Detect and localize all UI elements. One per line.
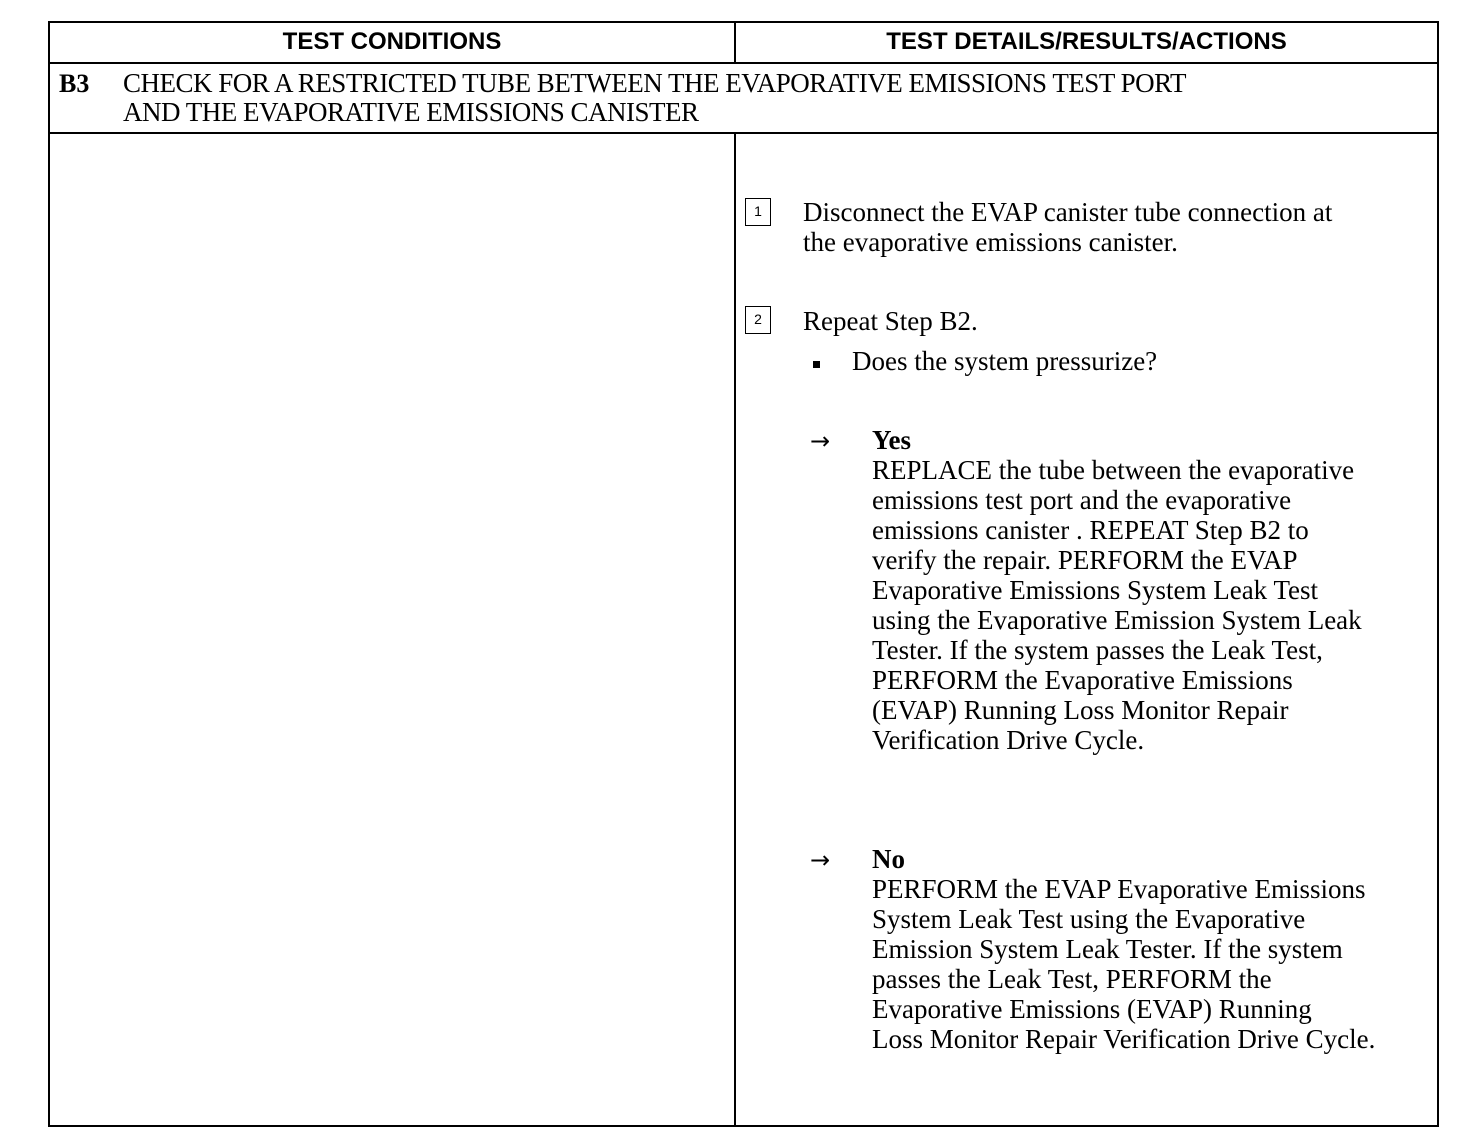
answer-yes-line: emissions canister . REPEAT Step B2 to <box>872 515 1309 545</box>
step-title-line-2: AND THE EVAPORATIVE EMISSIONS CANISTER <box>123 97 699 127</box>
answer-yes-line: verify the repair. PERFORM the EVAP <box>872 545 1298 575</box>
answer-yes-line: Verification Drive Cycle. <box>872 725 1145 755</box>
arrow-right-icon: → <box>810 846 831 874</box>
arrow-right-icon: → <box>810 427 831 455</box>
answer-no-line: Evaporative Emissions (EVAP) Running <box>872 994 1312 1024</box>
bullet-icon <box>813 361 820 368</box>
answer-no-line: Loss Monitor Repair Verification Drive Cycle. <box>872 1024 1376 1054</box>
step-title-line-1: CHECK FOR A RESTRICTED TUBE BETWEEN THE EVAPORATIVE EMISSIONS TEST PORT <box>123 68 1186 98</box>
answer-no <box>872 844 1438 1054</box>
step-1-line-2: the evaporative emissions canister. <box>803 227 1178 257</box>
answer-no-line: PERFORM the EVAP Evaporative Emissions <box>872 874 1366 904</box>
answer-no-line: passes the Leak Test, PERFORM the <box>872 964 1272 994</box>
header-test-conditions: TEST CONDITIONS <box>282 28 502 55</box>
answer-yes-line: using the Evaporative Emission System Leak <box>872 605 1362 635</box>
step-1-text <box>803 197 1423 257</box>
step-number-box-1: 1 <box>745 198 771 226</box>
step-1-line-1: Disconnect the EVAP canister tube connection at <box>803 197 1333 227</box>
header-test-details: TEST DETAILS/RESULTS/ACTIONS <box>886 28 1287 55</box>
answer-yes-line: emissions test port and the evaporative <box>872 485 1292 515</box>
step-number-box-2: 2 <box>745 306 771 334</box>
answer-yes <box>872 425 1438 755</box>
step-title <box>123 69 1423 127</box>
diagnostic-table <box>48 21 1439 1127</box>
step-id: B3 <box>59 69 90 98</box>
answer-no-label: No <box>872 844 905 874</box>
answer-yes-line: REPLACE the tube between the evaporative <box>872 455 1355 485</box>
step-title-row <box>50 64 1437 134</box>
answer-yes-line: Tester. If the system passes the Leak Test, <box>872 635 1323 665</box>
answer-no-line: System Leak Test using the Evaporative <box>872 904 1306 934</box>
answer-yes-line: PERFORM the Evaporative Emissions <box>872 665 1293 695</box>
question-text: Does the system pressurize? <box>852 346 1158 376</box>
answer-yes-line: Evaporative Emissions System Leak Test <box>872 575 1319 605</box>
step-2-text: Repeat Step B2. <box>803 306 978 336</box>
answer-no-line: Emission System Leak Tester. If the system <box>872 934 1343 964</box>
answer-yes-line: (EVAP) Running Loss Monitor Repair <box>872 695 1289 725</box>
table-header-row <box>50 23 1437 64</box>
answer-yes-label: Yes <box>872 425 911 455</box>
test-details-cell <box>736 134 1437 1124</box>
